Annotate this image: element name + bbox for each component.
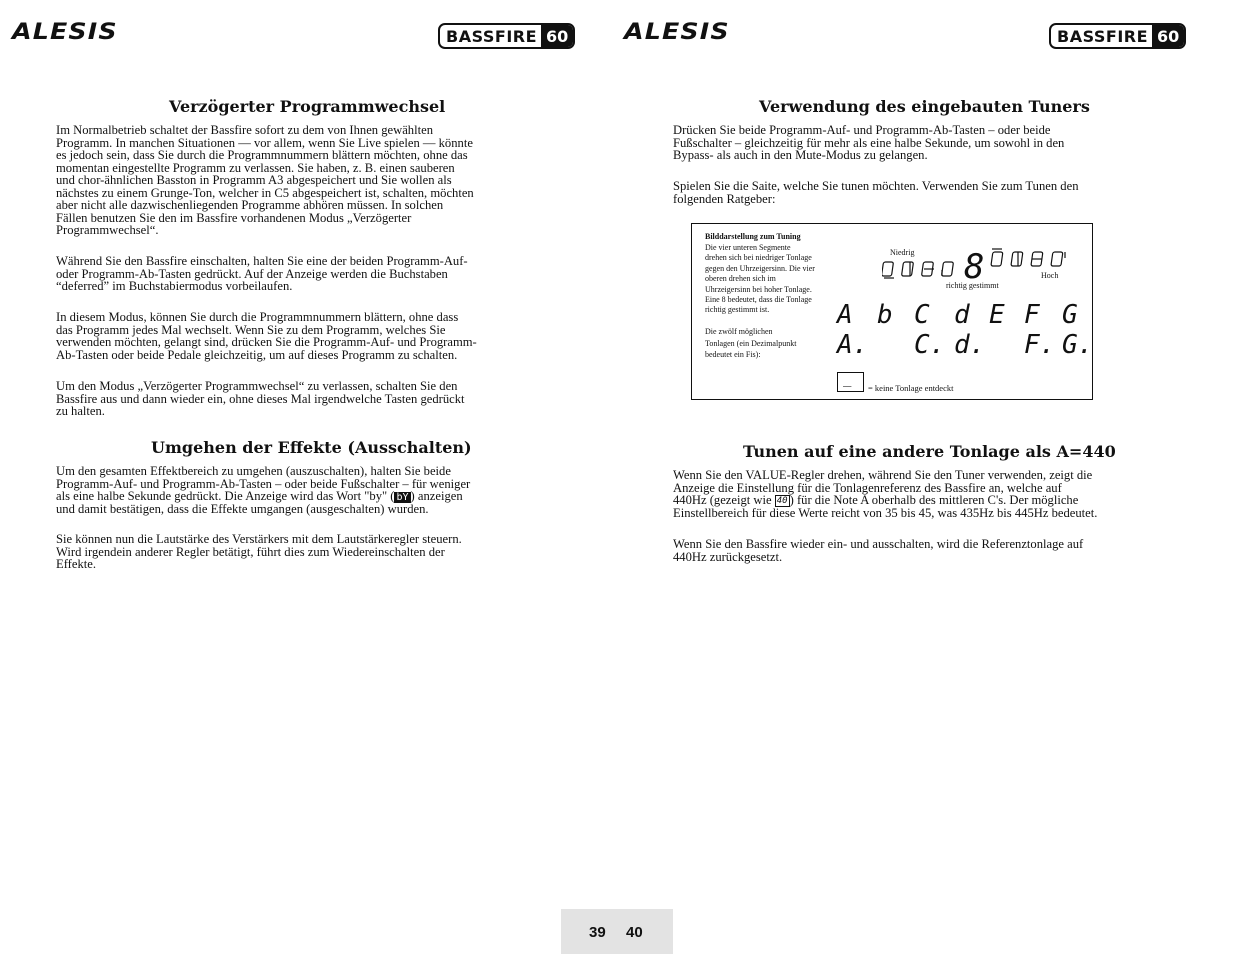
note-C: C	[914, 300, 930, 330]
segment-high-1	[991, 249, 1003, 266]
paragraph-tuner-activate	[673, 124, 1064, 162]
heading-alternate-pitch: Tunen auf eine andere Tonlage als A=440	[743, 442, 1116, 461]
note-G-sharp: G.	[1062, 330, 1094, 360]
no-pitch-label: = keine Tonlage entdeckt	[868, 383, 954, 393]
text-line: Sie können nun die Lautstärke des Verstärkers mit dem Lautstärkeregler steuern.	[56, 532, 462, 546]
text-line: Drücken Sie beide Programm-Auf- und Programm-Ab-Tasten – oder beide	[673, 123, 1051, 137]
paragraph-deferred-usage	[56, 311, 477, 361]
note-E: E	[989, 300, 1005, 330]
text-fragment: als eine halbe Sekunde gedrückt. Die Anzeige wird das Wort "by" (	[56, 489, 395, 503]
text-line: In diesem Modus, können Sie durch die Programmnummern blättern, ohne dass	[56, 310, 459, 324]
text-line: bedeutet ein Fis):	[705, 350, 761, 359]
text-line: Wenn Sie den VALUE-Regler drehen, während Sie den Tuner verwenden, zeigt die	[673, 468, 1093, 482]
text-line: richtig gestimmt ist.	[705, 305, 770, 315]
text-line: Programm. In manchen Situationen — vor allem, wenn Sie Live spielen — könnte	[56, 135, 473, 150]
page-number-right: 40	[626, 924, 643, 941]
note-A-sharp: A.	[837, 330, 869, 360]
text-line: Einstellbereich für diese Werte reicht von 35 bis 45, was 435Hz bis 445Hz bedeutet.	[673, 506, 1098, 521]
bassfire-logo-number: 60	[541, 25, 573, 47]
alesis-logo-right: ALESIS	[624, 20, 730, 45]
bassfire-logo-name: BASSFIRE	[1057, 26, 1149, 46]
tuner-figure-description	[705, 243, 815, 316]
text-line: zu halten.	[56, 404, 105, 418]
paragraph-bypass-volume	[56, 533, 462, 571]
tuner-figure-heading: Bilddarstellung zum Tuning	[705, 232, 801, 241]
text-line: Tonlagen (ein Dezimalpunkt	[705, 338, 797, 348]
segment-center-digit: 8	[964, 247, 985, 284]
text-line: Programmwechsel“.	[56, 223, 159, 237]
text-line: Die vier unteren Segmente	[705, 243, 791, 252]
note-d-sharp: d.	[954, 330, 986, 360]
page-number-box	[561, 909, 673, 954]
no-pitch-box	[837, 372, 864, 392]
tuner-label-correct: richtig gestimmt	[946, 281, 999, 290]
by-display-icon: bY	[396, 491, 409, 503]
segment-high-3	[1031, 252, 1043, 266]
text-line: Spielen Sie die Saite, welche Sie tunen möchten. Verwenden Sie zum Tunen den	[673, 179, 1079, 193]
no-pitch-symbol: _	[843, 371, 852, 387]
text-line: und chor-ähnlichen Basston in Programm A3 abgespeichert und Sie wollen als	[56, 173, 452, 187]
heading-deferred-program-change: Verzögerter Programmwechsel	[169, 97, 446, 116]
paragraph-tuner-guide	[673, 180, 1079, 205]
segment-high-4	[1051, 252, 1065, 266]
text-line: es jedoch sein, dass Sie durch die Programmnummern blättern möchten, ohne das	[56, 148, 468, 162]
text-line: nächstes zu einem Grunge-Ton, welcher in C5 abgespeichert ist, schalten, möchten	[56, 185, 474, 200]
text-line: Während Sie den Bassfire einschalten, halten Sie eine der beiden Programm-Auf-	[56, 254, 468, 268]
heading-tuner: Verwendung des eingebauten Tuners	[759, 97, 1090, 116]
tuner-figure	[691, 223, 1093, 400]
segment-low-1	[882, 262, 894, 278]
text-line: Fußschalter – gleichzeitig für mehr als eine halbe Sekunde, um sowohl in den	[673, 135, 1065, 150]
text-line: Programm-Auf- und Programm-Ab-Tasten – oder beide Fußschalter – für weniger	[56, 476, 471, 491]
segment-low-3	[922, 262, 934, 276]
display-40-icon: 40	[776, 496, 788, 507]
tuner-label-low: Niedrig	[890, 248, 915, 257]
note-d: d	[954, 300, 970, 330]
text-line: Eine 8 bedeutet, dass die Tonlage	[705, 295, 812, 305]
segment-high-2	[1011, 252, 1023, 266]
bassfire-logo-left	[438, 23, 575, 49]
page-number-left: 39	[589, 924, 606, 941]
note-C-sharp: C.	[914, 330, 946, 360]
text-line: Fällen benutzen Sie den im Bassfire vorhandenen Modus „Verzögerter	[56, 210, 412, 225]
paragraph-alternate-pitch-how	[673, 469, 1097, 520]
bassfire-logo-right	[1049, 23, 1186, 49]
text-line: und damit bestätigen, dass die Effekte umgangen (ausgeschalten) wurden.	[56, 501, 429, 516]
paragraph-bypass-how	[56, 465, 470, 515]
text-line: “deferred” im Buchstabiermodus vorbeilaufen.	[56, 279, 293, 293]
text-line: Bassfire aus und dann wieder ein, ohne dieses Mal irgendwelche Tasten gedrückt	[56, 391, 465, 406]
note-G: G	[1062, 300, 1078, 330]
text-line: momentan eingestellte Programm zu verlassen. Sie haben, z. B. einen sauberen	[56, 160, 455, 175]
text-line: oberen drehen sich im	[705, 274, 776, 284]
heading-bypass-effects: Umgehen der Effekte (Ausschalten)	[151, 438, 472, 457]
text-line: gegen den Uhrzeigersinn. Die vier	[705, 263, 815, 273]
segment-low-2	[902, 262, 914, 276]
text-fragment: ) für die Note A oberhalb des mittleren C's. Der mögliche	[789, 493, 1079, 507]
note-A: A	[837, 300, 853, 330]
text-line: Die zwölf möglichen	[705, 327, 773, 336]
bassfire-logo-name: BASSFIRE	[446, 26, 538, 46]
bassfire-logo-number: 60	[1152, 25, 1184, 47]
text-line: Ab-Tasten oder beide Pedale gleichzeitig, um auf dieses Programm zu schalten.	[56, 347, 458, 362]
text-line: oder Programm-Ab-Tasten gedrückt. Auf der Anzeige werden die Buchstaben	[56, 266, 448, 281]
text-line: verwenden möchten, gelangt sind, drücken Sie die Programm-Auf- und Programm-	[56, 335, 477, 349]
text-line	[56, 490, 470, 503]
text-line: Um den gesamten Effektbereich zu umgehen (auszuschalten), halten Sie beide	[56, 464, 451, 478]
text-line: Wenn Sie den Bassfire wieder ein- und ausschalten, wird die Referenztonlage auf	[673, 537, 1084, 551]
note-F: F	[1024, 300, 1040, 330]
text-line: Effekte.	[56, 557, 96, 571]
note-F-sharp: F.	[1024, 330, 1056, 360]
tuner-label-high: Hoch	[1041, 271, 1059, 280]
text-line: 440Hz zurückgesetzt.	[673, 549, 783, 564]
text-line: das Programm jedes Mal wechselt. Wenn Sie zu dem Programm, welches Sie	[56, 322, 446, 337]
tuner-figure-notes-description	[705, 326, 796, 361]
text-line: Wird irgendein anderer Regler betätigt, führt dies zum Wiedereinschalten der	[56, 544, 445, 559]
paragraph-deferred-enable	[56, 255, 468, 293]
segment-low-4	[942, 262, 954, 276]
text-line: Anzeige die Einstellung für die Tonlagenreferenz des Bassfire an, welche auf	[673, 480, 1062, 495]
text-fragment: 440Hz (gezeigt wie	[673, 493, 775, 507]
text-line: drehen sich bei niedriger Tonlage	[705, 253, 812, 263]
text-line: Im Normalbetrieb schaltet der Bassfire sofort zu dem von Ihnen gewählten	[56, 123, 433, 137]
text-line: Um den Modus „Verzögerter Programmwechsel“ zu verlassen, schalten Sie den	[56, 379, 458, 393]
text-line: Bypass- als auch in den Mute-Modus zu gelangen.	[673, 148, 928, 162]
text-fragment: ) anzeigen	[410, 489, 463, 503]
paragraph-deferred-intro	[56, 124, 474, 237]
text-line: folgenden Ratgeber:	[673, 191, 776, 206]
alesis-logo-left: ALESIS	[12, 20, 118, 45]
note-b: b	[877, 300, 893, 330]
tuner-segment-display	[882, 244, 1082, 284]
paragraph-deferred-exit	[56, 380, 465, 418]
text-line: aber nicht alle dazwischenliegenden Programme abhören müssen. In solchen	[56, 198, 444, 212]
paragraph-alternate-pitch-reset	[673, 538, 1083, 563]
text-line: Uhrzeigersinn bei hoher Tonlage.	[705, 284, 812, 294]
